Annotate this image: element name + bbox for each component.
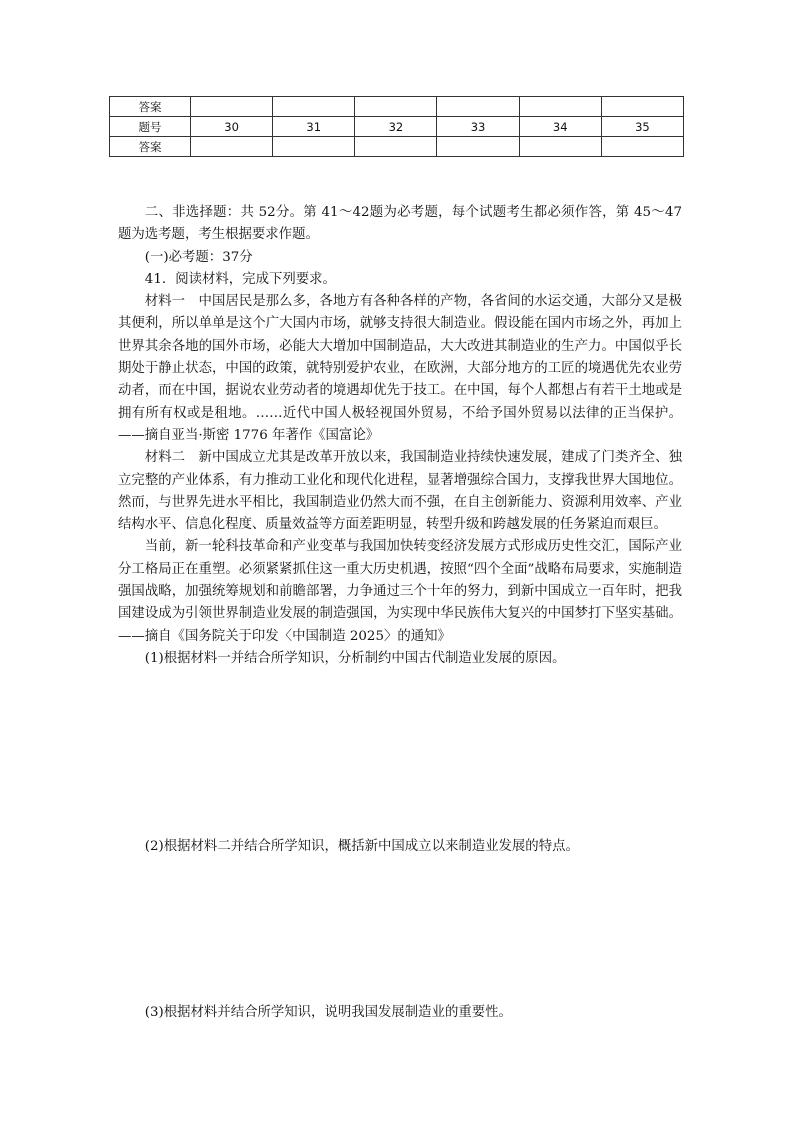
answer-cell[interactable] — [519, 97, 601, 117]
table-row — [110, 97, 684, 117]
material-two-continued: 当前，新一轮科技革命和产业变革与我国加快转变经济发展方式形成历史性交汇，国际产业分工格局正在重塑。必须紧紧抓住这一重大历史机遇，按照“四个全面”战略布局要求，实施制造强国战略，加强统筹规划和前瞻部署，力争通过三个十年的努力，到新中国成立一百年时，把我国建设成为引领世界制造业发展的制造强国，为实现中华民族伟大复兴的中国梦打下坚实基础。——摘自《国务院关于印发〈中国制造 2025〉的通知》 — [118, 539, 682, 644]
row-label: 答案 — [110, 137, 191, 157]
material-one: 材料一 中国居民是那么多，各地方有各种各样的产物，各省间的水运交通，大部分又是极其便利，所以单单是这个广大国内市场，就够支持很大制造业。假设能在国内市场之外，再加上世界其余各地的国外市场，必能大大增加中国制造品，大大改进其制造业的生产力。中国似乎长期处于静止状态，中国的政策，就特别爱护农业，在欧洲，大部分地方的工匠的境遇优先农业劳动者，而在中国，据说农业劳动者的境遇却优先于技工。在中国，每个人都想占有若干土地或是拥有所有权或是租地。……近代中国人极轻视国外贸易，不给予国外贸易以法律的正当保护。——摘自亚当·斯密 1776 年著作《国富论》 — [118, 294, 682, 443]
row-label: 答案 — [110, 97, 191, 117]
sub-question-2: (2)根据材料二并结合所学知识，概括新中国成立以来制造业发展的特点。 — [144, 839, 579, 855]
answer-cell[interactable] — [601, 97, 683, 117]
table-row — [110, 137, 684, 157]
answer-cell[interactable] — [355, 97, 437, 117]
question-number-cell: 30 — [191, 117, 273, 137]
table-row — [110, 117, 684, 137]
answer-table — [109, 96, 684, 157]
question-number-cell: 34 — [519, 117, 601, 137]
sub-question-3: (3)根据材料并结合所学知识，说明我国发展制造业的重要性。 — [144, 1004, 512, 1020]
row-label: 题号 — [110, 117, 191, 137]
answer-cell[interactable] — [601, 137, 683, 157]
non-choice-section — [118, 202, 682, 1024]
answer-cell[interactable] — [519, 137, 601, 157]
answer-cell[interactable] — [273, 97, 355, 117]
answer-cell[interactable] — [191, 137, 273, 157]
required-questions-label: (一)必考题：37分 — [144, 249, 253, 265]
answer-cell[interactable] — [273, 137, 355, 157]
question-number-cell: 35 — [601, 117, 683, 137]
sub-question-1: (1)根据材料一并结合所学知识，分析制约中国古代制造业发展的原因。 — [144, 650, 566, 666]
question-number-cell: 32 — [355, 117, 437, 137]
answer-cell[interactable] — [437, 137, 519, 157]
material-two: 材料二 新中国成立尤其是改革开放以来，我国制造业持续快速发展，建成了门类齐全、独立完整的产业体系，有力推动工业化和现代化进程，显著增强综合国力，支撑我世界大国地位。然而，与世界先进水平相比，我国制造业仍然大而不强，在自主创新能力、资源利用效率、产业结构水平、信息化程度、质量效益等方面差距明显，转型升级和跨越发展的任务紧迫而艰巨。 — [118, 450, 682, 533]
question-41-prompt: 41．阅读材料，完成下列要求。 — [144, 271, 336, 287]
answer-cell[interactable] — [437, 97, 519, 117]
section-heading: 二、非选择题：共 52分。第 41～42题为必考题，每个试题考生都必须作答，第 45～47题为选考题，考生根据要求作题。 — [118, 205, 682, 243]
answer-cell[interactable] — [191, 97, 273, 117]
question-number-cell: 31 — [273, 117, 355, 137]
answer-cell[interactable] — [355, 137, 437, 157]
question-number-cell: 33 — [437, 117, 519, 137]
